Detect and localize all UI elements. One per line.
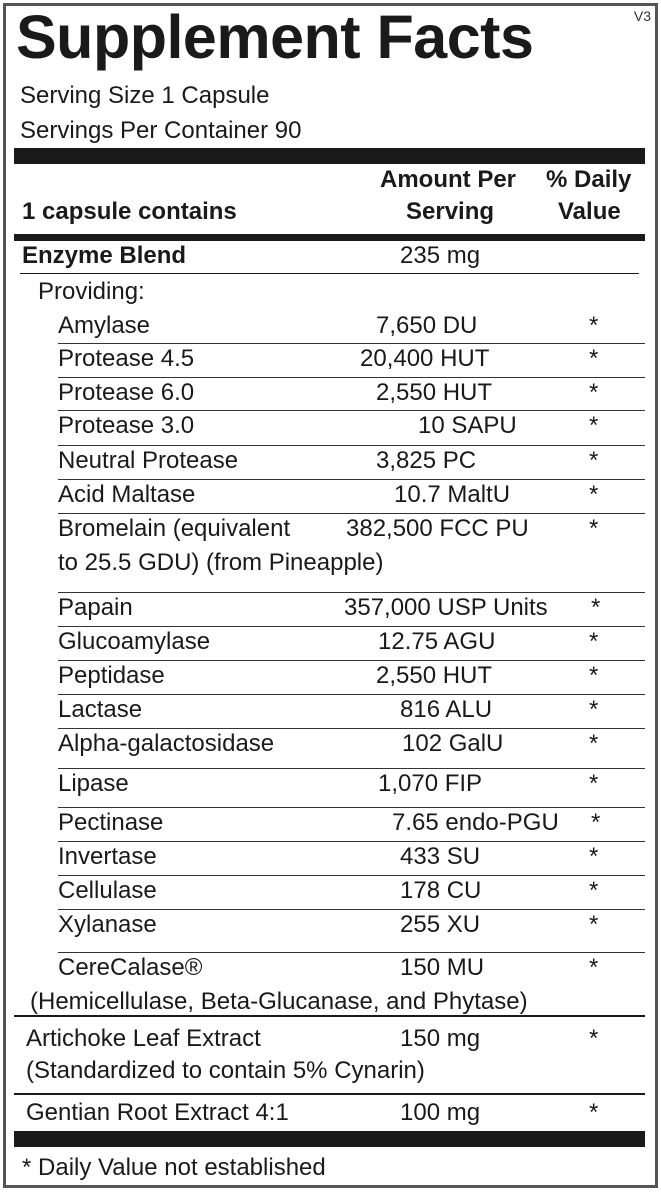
enzyme-amount: 150 MU [400,954,485,981]
enzyme-amount: 10 SAPU [418,412,517,439]
enzyme-name: Protease 3.0 [58,412,195,439]
ingredient-dv: * [589,1025,599,1052]
header-amount-line2: Serving [406,198,495,225]
blend-divider [20,273,639,274]
row-divider [58,445,645,446]
enzyme-name: Neutral Protease [58,447,239,474]
enzyme-amount: 2,550 HUT [376,379,493,406]
enzyme-name: Protease 6.0 [58,379,195,406]
serving-size: Serving Size 1 Capsule [20,82,270,109]
row-divider [58,807,645,808]
row-divider [58,592,645,593]
enzyme-amount: 816 ALU [400,696,493,723]
ingredient-amount: 100 mg [400,1099,481,1126]
providing-label: Providing: [38,278,145,305]
enzyme-name: Amylase [58,312,151,339]
enzyme-note: to 25.5 GDU) (from Pineapple) [58,549,384,576]
enzyme-name: Acid Maltase [58,481,196,508]
enzyme-name: Glucoamylase [58,628,211,655]
section-divider-1 [14,1015,645,1017]
blend-amount: 235 mg [400,242,481,269]
enzyme-name: Protease 4.5 [58,345,195,372]
row-divider [58,768,645,769]
enzyme-dv: * [589,696,599,723]
enzyme-dv: * [589,843,599,870]
ingredient-name: Gentian Root Extract 4:1 [26,1099,289,1126]
blend-name: Enzyme Blend [22,242,187,269]
enzyme-name: Lipase [58,770,129,797]
thick-divider-top [14,148,645,164]
enzyme-amount: 102 GalU [402,730,504,757]
row-divider [58,343,645,344]
enzyme-dv: * [589,730,599,757]
row-divider [58,377,645,378]
section-divider-2 [14,1093,645,1095]
supplement-facts-panel [3,3,658,1188]
enzyme-dv: * [591,809,601,836]
ingredient-amount: 150 mg [400,1025,481,1052]
enzyme-dv: * [589,628,599,655]
enzyme-name: Cellulase [58,877,157,904]
enzyme-dv: * [589,481,599,508]
enzyme-name: Bromelain (equivalent [58,515,291,542]
header-contains: 1 capsule contains [22,198,237,225]
header-amount-line1: Amount Per [380,166,517,193]
enzyme-amount: 20,400 HUT [360,345,490,372]
enzyme-dv: * [589,447,599,474]
row-divider [58,841,645,842]
enzyme-dv: * [589,312,599,339]
row-divider [58,952,645,953]
enzyme-dv: * [589,877,599,904]
enzyme-dv: * [589,662,599,689]
version-code: V3 [633,8,651,24]
header-dv-line2: Value [558,198,621,225]
row-divider [58,909,645,910]
row-divider [58,728,645,729]
enzyme-name: Alpha-galactosidase [58,730,275,757]
enzyme-note: (Hemicellulase, Beta-Glucanase, and Phytase) [30,988,528,1015]
enzyme-name: Papain [58,594,133,621]
enzyme-dv: * [589,412,599,439]
enzyme-amount: 3,825 PC [376,447,477,474]
servings-per-container: Servings Per Container 90 [20,117,302,144]
enzyme-amount: 7,650 DU [376,312,478,339]
enzyme-dv: * [589,379,599,406]
enzyme-amount: 12.75 AGU [378,628,496,655]
row-divider [58,410,645,411]
ingredient-note: (Standardized to contain 5% Cynarin) [26,1057,425,1084]
header-dv-line1: % Daily [546,166,632,193]
thick-divider-bottom [14,1131,645,1147]
ingredient-name: Artichoke Leaf Extract [26,1025,261,1052]
enzyme-dv: * [591,594,601,621]
enzyme-dv: * [589,515,599,542]
enzyme-name: Lactase [58,696,143,723]
row-divider [58,875,645,876]
row-divider [58,626,645,627]
panel-title: Supplement Facts [16,3,534,71]
enzyme-amount: 10.7 MaltU [394,481,511,508]
row-divider [58,479,645,480]
enzyme-amount: 433 SU [400,843,481,870]
enzyme-name: Pectinase [58,809,164,836]
enzyme-dv: * [589,911,599,938]
row-divider [58,660,645,661]
enzyme-name: Peptidase [58,662,165,689]
enzyme-amount: 357,000 USP Units [344,594,548,621]
enzyme-amount: 255 XU [400,911,481,938]
enzyme-amount: 1,070 FIP [378,770,483,797]
medium-divider [14,234,645,241]
enzyme-amount: 382,500 FCC PU [346,515,529,542]
enzyme-dv: * [589,345,599,372]
enzyme-name: CereCalase® [58,954,203,981]
ingredient-dv: * [589,1099,599,1126]
enzyme-dv: * [589,770,599,797]
enzyme-amount: 2,550 HUT [376,662,493,689]
footnote: * Daily Value not established [22,1154,326,1181]
enzyme-amount: 7.65 endo-PGU [392,809,559,836]
row-divider [58,513,645,514]
enzyme-dv: * [589,954,599,981]
row-divider [58,694,645,695]
enzyme-name: Xylanase [58,911,157,938]
enzyme-amount: 178 CU [400,877,482,904]
enzyme-name: Invertase [58,843,157,870]
